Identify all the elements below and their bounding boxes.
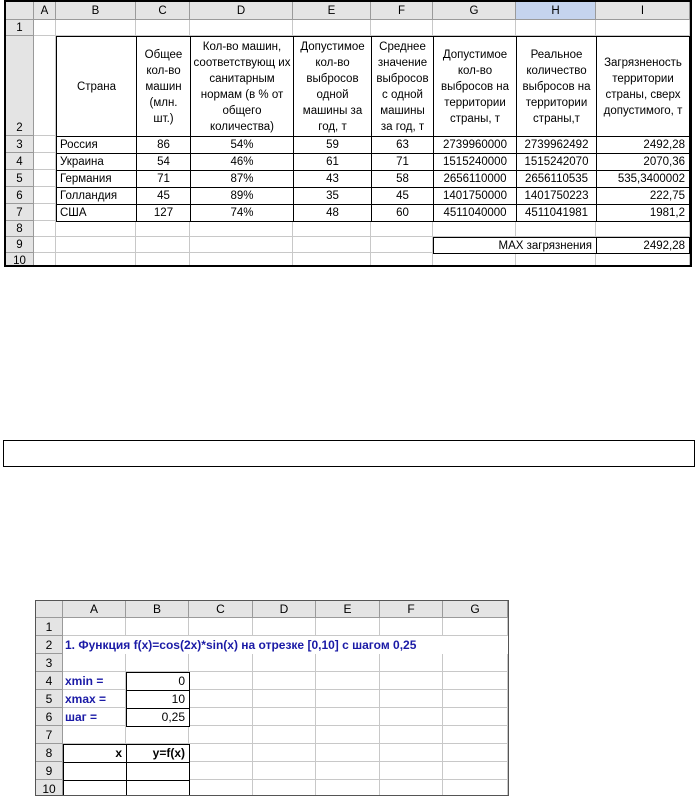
cell-pollution-excess[interactable]: 2070,36 <box>596 153 690 171</box>
cell[interactable] <box>34 221 56 237</box>
cell[interactable] <box>34 204 56 221</box>
cell[interactable] <box>443 762 508 780</box>
cell[interactable] <box>380 654 443 672</box>
cell-allowed-emissions[interactable]: 61 <box>293 153 372 171</box>
header-real-emissions[interactable]: Реальное количество выбросов на территории страны,т <box>516 36 597 137</box>
cell[interactable] <box>443 726 508 744</box>
cell[interactable] <box>293 221 371 237</box>
cell[interactable] <box>63 654 126 672</box>
cell-pollution-excess[interactable]: 535,3400002 <box>596 170 690 188</box>
cell[interactable] <box>56 253 136 267</box>
cell-allowed-emissions[interactable]: 59 <box>293 136 372 154</box>
column-header-d[interactable]: D <box>253 601 316 618</box>
cell-total-cars[interactable]: 86 <box>136 136 191 154</box>
cell[interactable] <box>516 253 596 267</box>
row-header-8[interactable]: 8 <box>36 744 63 762</box>
row-header-2[interactable]: 2 <box>6 36 34 136</box>
cell-allowed-emissions[interactable]: 48 <box>293 204 372 222</box>
cell[interactable] <box>380 618 443 636</box>
row-header-10[interactable]: 10 <box>36 780 63 796</box>
cell-allowed-country[interactable]: 1401750000 <box>433 187 517 205</box>
column-header-b[interactable]: B <box>56 2 136 20</box>
cell[interactable] <box>253 618 316 636</box>
cell-total-cars[interactable]: 45 <box>136 187 191 205</box>
cell[interactable] <box>34 153 56 170</box>
cell[interactable] <box>516 20 596 36</box>
cell[interactable] <box>596 221 690 237</box>
y-value-cell[interactable] <box>126 762 190 781</box>
cell[interactable] <box>596 253 690 267</box>
cell[interactable] <box>443 654 508 672</box>
cell-allowed-country[interactable]: 2739960000 <box>433 136 517 154</box>
cell[interactable] <box>56 237 136 253</box>
cell[interactable] <box>371 221 433 237</box>
cell[interactable] <box>63 726 126 744</box>
row-header-8[interactable]: 8 <box>6 221 34 237</box>
column-header-c[interactable]: C <box>189 601 253 618</box>
param-value-xmax[interactable]: 10 <box>126 690 190 709</box>
row-header-3[interactable]: 3 <box>6 136 34 153</box>
cell-average-emissions[interactable]: 60 <box>371 204 434 222</box>
row-header-9[interactable]: 9 <box>6 237 34 253</box>
cell[interactable] <box>253 780 316 796</box>
cell-pollution-excess[interactable]: 2492,28 <box>596 136 690 154</box>
row-header-1[interactable]: 1 <box>6 20 34 36</box>
cell-average-emissions[interactable]: 45 <box>371 187 434 205</box>
cell-total-cars[interactable]: 54 <box>136 153 191 171</box>
column-x-header[interactable]: x <box>63 744 127 763</box>
cell[interactable] <box>190 253 293 267</box>
column-header-f[interactable]: F <box>371 2 433 20</box>
cell[interactable] <box>443 672 508 690</box>
cell-compliant-percent[interactable]: 74% <box>190 204 294 222</box>
cell-allowed-country[interactable]: 4511040000 <box>433 204 517 222</box>
cell[interactable] <box>189 672 253 690</box>
cell[interactable] <box>34 20 56 36</box>
cell[interactable] <box>34 136 56 153</box>
cell-real-emissions[interactable]: 2656110535 <box>516 170 597 188</box>
select-all-corner[interactable] <box>36 601 63 618</box>
header-country[interactable]: Страна <box>56 36 137 137</box>
spreadsheet-2 <box>35 600 509 796</box>
x-value-cell[interactable] <box>63 780 127 796</box>
cell-country[interactable]: Германия <box>56 170 137 188</box>
cell[interactable] <box>34 170 56 187</box>
param-value-xmin[interactable]: 0 <box>126 672 190 691</box>
cell[interactable] <box>189 690 253 708</box>
cell[interactable] <box>371 237 433 253</box>
cell[interactable] <box>316 744 380 762</box>
cell-compliant-percent[interactable]: 54% <box>190 136 294 154</box>
cell[interactable] <box>316 654 380 672</box>
cell[interactable] <box>190 237 293 253</box>
row-header-5[interactable]: 5 <box>6 170 34 187</box>
y-value-cell[interactable] <box>126 780 190 796</box>
row-header-6[interactable]: 6 <box>36 708 63 726</box>
cell-average-emissions[interactable]: 71 <box>371 153 434 171</box>
column-header-i[interactable]: I <box>596 2 690 20</box>
cell[interactable] <box>34 187 56 204</box>
cell[interactable] <box>34 36 56 136</box>
row-header-4[interactable]: 4 <box>6 153 34 170</box>
cell-compliant-percent[interactable]: 89% <box>190 187 294 205</box>
cell[interactable] <box>189 654 253 672</box>
row-header-4[interactable]: 4 <box>36 672 63 690</box>
cell[interactable] <box>253 690 316 708</box>
cell[interactable] <box>190 221 293 237</box>
cell[interactable] <box>371 20 433 36</box>
column-header-d[interactable]: D <box>190 2 293 20</box>
cell[interactable] <box>380 744 443 762</box>
param-label-xmin[interactable]: xmin = <box>63 672 126 690</box>
row-header-6[interactable]: 6 <box>6 187 34 204</box>
cell-allowed-country[interactable]: 1515240000 <box>433 153 517 171</box>
cell[interactable] <box>293 253 371 267</box>
row-header-7[interactable]: 7 <box>36 726 63 744</box>
column-header-c[interactable]: C <box>136 2 190 20</box>
function-title[interactable]: 1. Функция f(x)=cos(2x)*sin(x) на отрезке [0,10] с шагом 0,25 <box>63 636 508 654</box>
cell[interactable] <box>136 20 190 36</box>
cell[interactable] <box>380 708 443 726</box>
cell-allowed-country[interactable]: 2656110000 <box>433 170 517 188</box>
cell[interactable] <box>136 221 190 237</box>
cell-real-emissions[interactable]: 1401750223 <box>516 187 597 205</box>
header-total-cars[interactable]: Общее кол-во машин (млн. шт.) <box>136 36 191 137</box>
cell[interactable] <box>253 762 316 780</box>
cell[interactable] <box>293 237 371 253</box>
header-pollution-excess[interactable]: Загрязненость территории страны, сверх допустимого, т <box>596 36 690 137</box>
cell[interactable] <box>443 690 508 708</box>
row-header-10[interactable]: 10 <box>6 253 34 267</box>
cell[interactable] <box>253 708 316 726</box>
column-header-g[interactable]: G <box>433 2 516 20</box>
cell[interactable] <box>316 726 380 744</box>
cell-country[interactable]: США <box>56 204 137 222</box>
cell[interactable] <box>371 253 433 267</box>
cell[interactable] <box>433 253 516 267</box>
cell-average-emissions[interactable]: 58 <box>371 170 434 188</box>
cell[interactable] <box>596 20 690 36</box>
cell[interactable] <box>253 744 316 762</box>
cell-real-emissions[interactable]: 2739962492 <box>516 136 597 154</box>
column-header-a[interactable]: A <box>34 2 56 20</box>
cell[interactable] <box>126 726 189 744</box>
cell[interactable] <box>189 726 253 744</box>
cell[interactable] <box>316 690 380 708</box>
cell-real-emissions[interactable]: 4511041981 <box>516 204 597 222</box>
cell[interactable] <box>126 618 189 636</box>
cell[interactable] <box>56 20 136 36</box>
cell[interactable] <box>433 20 516 36</box>
cell-real-emissions[interactable]: 1515242070 <box>516 153 597 171</box>
cell-total-cars[interactable]: 127 <box>136 204 191 222</box>
cell[interactable] <box>443 744 508 762</box>
cell-compliant-percent[interactable]: 46% <box>190 153 294 171</box>
cell[interactable] <box>63 618 126 636</box>
cell-country[interactable]: Украина <box>56 153 137 171</box>
row-header-1[interactable]: 1 <box>36 618 63 636</box>
param-label-xmax[interactable]: xmax = <box>63 690 126 708</box>
cell[interactable] <box>136 237 190 253</box>
param-value-step[interactable]: 0,25 <box>126 708 190 727</box>
cell[interactable] <box>34 237 56 253</box>
cell[interactable] <box>189 618 253 636</box>
cell-pollution-excess[interactable]: 222,75 <box>596 187 690 205</box>
column-header-a[interactable]: A <box>63 601 126 618</box>
cell[interactable] <box>316 762 380 780</box>
cell[interactable] <box>433 221 516 237</box>
row-header-5[interactable]: 5 <box>36 690 63 708</box>
cell[interactable] <box>316 672 380 690</box>
column-header-f[interactable]: F <box>380 601 443 618</box>
header-average-emissions[interactable]: Среднее значение выбросов с одной машины за год, т <box>371 36 434 137</box>
cell[interactable] <box>443 708 508 726</box>
cell[interactable] <box>34 253 56 267</box>
cell[interactable] <box>189 780 253 796</box>
cell-compliant-percent[interactable]: 87% <box>190 170 294 188</box>
cell-total-cars[interactable]: 71 <box>136 170 191 188</box>
max-pollution-value[interactable]: 2492,28 <box>596 237 690 254</box>
cell[interactable] <box>380 672 443 690</box>
cell-average-emissions[interactable]: 63 <box>371 136 434 154</box>
cell[interactable] <box>190 20 293 36</box>
cell[interactable] <box>380 762 443 780</box>
param-label-step[interactable]: шаг = <box>63 708 126 726</box>
cell[interactable] <box>189 762 253 780</box>
cell[interactable] <box>316 708 380 726</box>
row-header-2[interactable]: 2 <box>36 636 63 654</box>
header-allowed-country[interactable]: Допустимое кол-во выбросов на территории страны, т <box>433 36 517 137</box>
cell[interactable] <box>516 221 596 237</box>
header-allowed-emissions[interactable]: Допустимое кол-во выбросов одной машины за год, т <box>293 36 372 137</box>
cell-allowed-emissions[interactable]: 43 <box>293 170 372 188</box>
column-header-g[interactable]: G <box>443 601 508 618</box>
max-pollution-label[interactable]: MAX загрязнения <box>433 237 597 254</box>
cell[interactable] <box>253 654 316 672</box>
select-all-corner[interactable] <box>6 2 34 20</box>
cell[interactable] <box>380 690 443 708</box>
column-header-e[interactable]: E <box>316 601 380 618</box>
cell-country[interactable]: Россия <box>56 136 137 154</box>
cell-allowed-emissions[interactable]: 35 <box>293 187 372 205</box>
cell[interactable] <box>136 253 190 267</box>
cell-pollution-excess[interactable]: 1981,2 <box>596 204 690 222</box>
column-header-e[interactable]: E <box>293 2 371 20</box>
spreadsheet-1 <box>4 0 692 267</box>
cell[interactable] <box>443 618 508 636</box>
row-header-3[interactable]: 3 <box>36 654 63 672</box>
cell[interactable] <box>126 654 189 672</box>
empty-table-row <box>3 440 695 467</box>
cell[interactable] <box>316 780 380 796</box>
column-header-b[interactable]: B <box>126 601 189 618</box>
column-y-header[interactable]: y=f(x) <box>126 744 190 763</box>
header-compliant-cars[interactable]: Кол-во машин, соответствующ их санитарным нормам (в % от общего количества) <box>190 36 294 137</box>
cell-country[interactable]: Голландия <box>56 187 137 205</box>
cell[interactable] <box>56 221 136 237</box>
column-header-h[interactable]: H <box>516 2 596 20</box>
cell[interactable] <box>380 780 443 796</box>
x-value-cell[interactable] <box>63 762 127 781</box>
cell[interactable] <box>443 780 508 796</box>
cell[interactable] <box>189 744 253 762</box>
cell[interactable] <box>293 20 371 36</box>
cell[interactable] <box>380 726 443 744</box>
row-header-7[interactable]: 7 <box>6 204 34 221</box>
cell[interactable] <box>316 618 380 636</box>
cell[interactable] <box>253 726 316 744</box>
row-header-9[interactable]: 9 <box>36 762 63 780</box>
cell[interactable] <box>253 672 316 690</box>
cell[interactable] <box>189 708 253 726</box>
